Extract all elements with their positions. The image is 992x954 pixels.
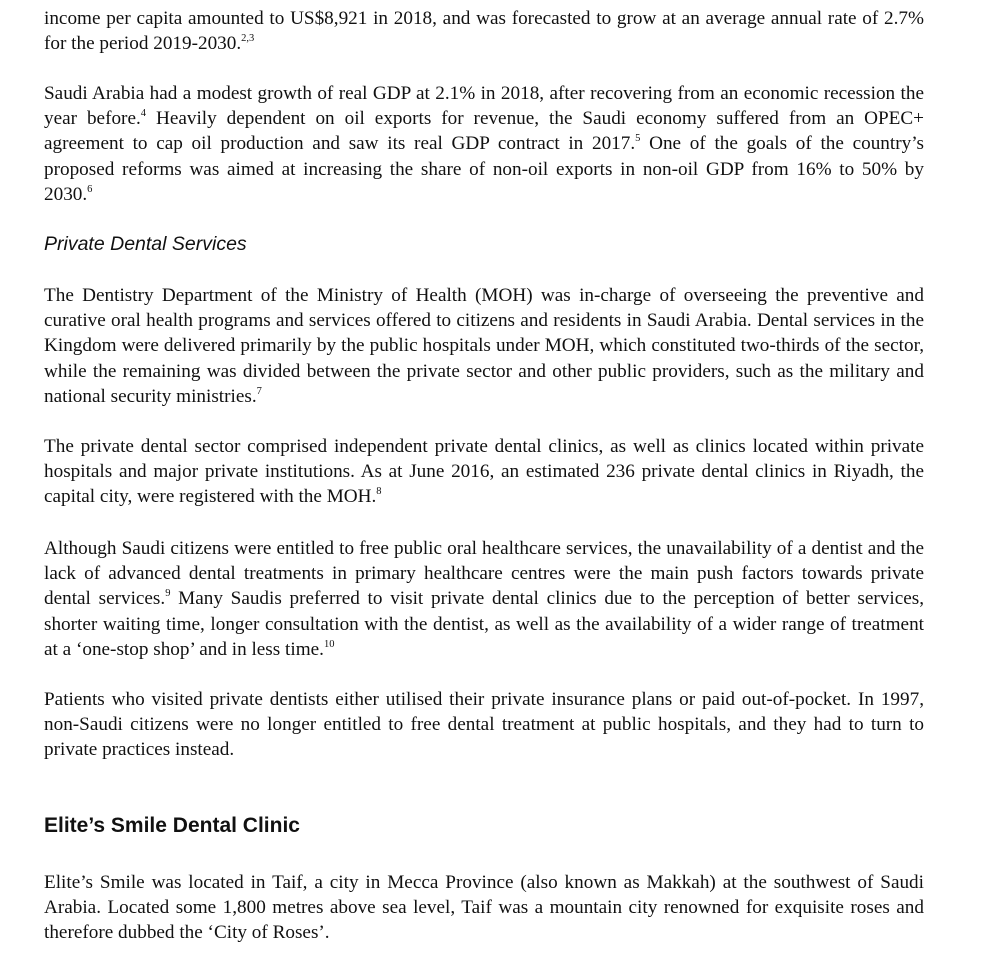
paragraph-access-push-factors [44,536,924,662]
paragraph-text: Patients who visited private dentists either utilised their private insurance plans or paid out-of-pocket. In 1997, non-Saudi citizens were no longer entitled to free dental treatment at public hospitals, and they had to turn to private practices instead. [44,689,924,761]
footnote-marker: 5 [635,133,641,145]
paragraph-text: The private dental sector comprised independent private dental clinics, as well as clinics located within private hospitals and major private institutions. As at June 2016, an estimated 236 private dental clinics in Riyadh, the capital city, were registered with the MOH. [44,436,924,508]
footnote-marker: 8 [376,486,382,498]
footnote-marker: 2,3 [241,33,255,45]
paragraph-patients-payment [44,687,924,763]
subheading-private-dental-services: Private Dental Services [44,233,247,255]
paragraph-elite-location [44,870,924,946]
paragraph-text: Saudi Arabia had a modest growth of real GDP at 2.1% in 2018, after recovering from an economic recession the year before. [44,83,924,130]
paragraph-private-sector [44,434,924,510]
paragraph-moh-dentistry [44,283,924,409]
footnote-marker: 10 [323,638,335,650]
footnote-marker: 6 [87,183,93,195]
paragraph-gni-forecast [44,6,924,56]
footnote-marker: 4 [140,108,147,120]
paragraph-text: income per capita amounted to US$8,921 in 2018, and was forecasted to grow at an average annual rate of 2.7% for the period 2019-2030. [44,8,924,55]
footnote-marker: 7 [256,385,262,397]
paragraph-text: One of the goals of the country’s proposed reforms was aimed at increasing the share of non-oil exports in non-oil GDP from 16% to 50% by 2030. [44,133,924,205]
paragraph-text: Elite’s Smile was located in Taif, a city in Mecca Province (also known as Makkah) at the southwest of Saudi Arabia. Located some 1,800 metres above sea level, Taif was a mountain city renowned for exquisite roses and therefore dubbed the ‘City of Roses’. [44,872,924,944]
section-heading-elite-smile: Elite’s Smile Dental Clinic [44,814,300,837]
paragraph-text: The Dentistry Department of the Ministry of Health (MOH) was in-charge of overseeing the preventive and curative oral health programs and services offered to citizens and residents in Saudi Arabia. Dental services in the Kingdom were delivered primarily by the public hospitals under MOH, which constituted two-thirds of the sector, while the remaining was divided between the private sector and other public providers, such as the military and national security ministries. [44,285,924,407]
paragraph-text: Heavily dependent on oil exports for revenue, the Saudi economy suffered from an OPEC+ agreement to cap oil production and saw its real GDP contract in 2017. [44,108,924,155]
footnote-marker: 9 [165,588,171,600]
paragraph-text: Although Saudi citizens were entitled to free public oral healthcare services, the unavailability of a dentist and the lack of advanced dental treatments in primary healthcare centres were the main push factors towards private dental services. [44,538,924,610]
paragraph-gdp-growth [44,81,924,207]
paragraph-text: Many Saudis preferred to visit private dental clinics due to the perception of better services, shorter waiting time, longer consultation with the dentist, as well as the availability of a wider range of treatment at a ‘one-stop shop’ and in less time. [44,588,924,660]
